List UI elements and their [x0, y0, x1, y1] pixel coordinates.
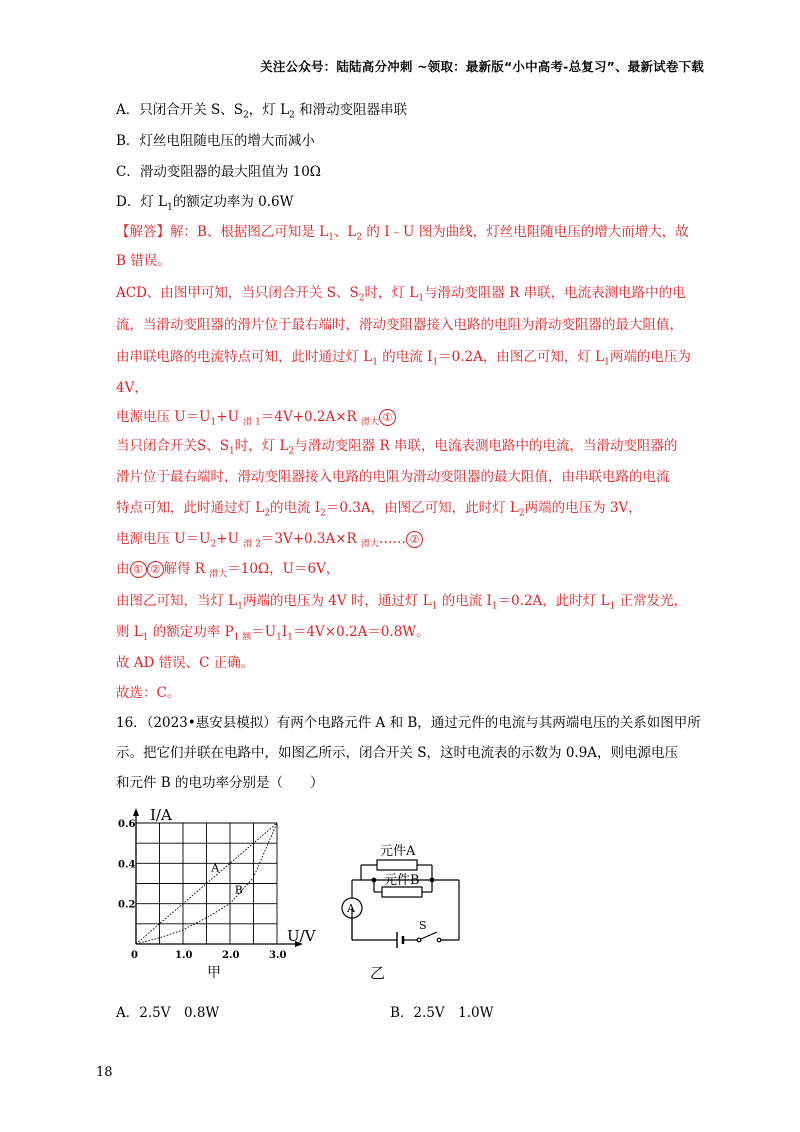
series-label-b: B [234, 883, 243, 897]
answer-line-11: 电源电压 $U=U_2+U$ $_{滑 2}$＝3V+0.3A×R $_{滑大}$…… ② [116, 527, 423, 550]
element-b-resistor [382, 887, 422, 897]
x-tick-label: 2.0 [222, 950, 240, 961]
junction-dot [372, 878, 376, 882]
circled-number-1: ① [130, 561, 147, 578]
question-16-line-3: 和元件 B 的电功率分别是（ ） [116, 775, 324, 791]
answer-line-10: 特点可知，此时通过灯 $L_2$的电流 $I_2=0.3A$，由图乙可知，此时灯 $L_2$两端的电压为 3V， [116, 500, 642, 519]
y-axis-arrow-icon [133, 808, 139, 816]
x-tick-label: 1.0 [175, 950, 193, 961]
element-b-label: 元件B [384, 873, 420, 888]
answer-line-4: 流，当滑动变阻器的滑片位于最右端时，滑动变阻器接入电路的电阻为滑动变阻器的最大阻值， [116, 317, 683, 333]
answer-line-1: 【解答】解：B、根据图乙可知是 $L_1$、$L_2$ 的 I﹣U 图为曲线，灯丝电阻随电压的增大而增大，故 [116, 224, 689, 243]
answer-line-15: 故 AD 错误、C 正确。 [116, 655, 255, 671]
y-tick-label: 0.2 [118, 899, 136, 911]
option-b: B．2.5V 1.0W [390, 1005, 494, 1021]
answer-line-13: 由图乙可知，当灯 $L_1$两端的电压为 4V 时，通过灯 $L_1$ 的电流 $I_1=0.2A$，此时灯 $L_1$ 正常发光， [116, 593, 688, 612]
circuit-caption: 乙 [370, 964, 386, 982]
switch-contact [437, 938, 441, 942]
question-16-line-2: 示。把它们并联在电路中，如图乙所示，闭合开关 S，这时电流表的示数为 0.9A，则电源电压 [116, 745, 679, 761]
ammeter-label: A [347, 902, 355, 915]
question-16-line-1: 16．（2023•惠安县模拟）有两个电路元件 A 和 B，通过元件的电流与其两端电压的关系如图甲所 [116, 715, 701, 731]
page-header: 关注公众号：陆陆高分冲刺 ~领取：最新版“小中高考-总复习”、最新试卷下载 [260, 59, 704, 74]
circled-number-2: ② [406, 531, 423, 548]
answer-line-12: 由 ① ② 解得 R $_{滑大}$＝10Ω，U＝6V， [116, 561, 340, 580]
page-number: 18 [96, 1065, 113, 1080]
figures [112, 800, 492, 985]
answer-line-16: 故选：C。 [116, 685, 181, 701]
circled-number-2: ② [147, 561, 164, 578]
y-axis-label: I/A [150, 806, 172, 824]
y-tick-label: 0.6 [118, 819, 136, 830]
answer-line-5: 由串联电路的电流特点可知，此时通过灯 $L_1$ 的电流 $I_1=0.2A$，由图乙可知，灯 $L_1$两端的电压为 [116, 349, 691, 368]
origin-label: 0 [131, 950, 138, 961]
option-a: A．2.5V 0.8W [116, 1005, 220, 1021]
junction-dot [430, 878, 434, 882]
element-a-label: 元件A [380, 844, 416, 859]
circled-number-1: ① [379, 409, 396, 426]
option-a-prev: A．只闭合开关 S、$S_2$，灯 $L_2$ 和滑动变阻器串联 [116, 102, 408, 121]
chart-ticks [118, 819, 286, 961]
element-a-resistor [377, 860, 417, 870]
answer-line-8: 当只闭合开关S、$S_1$时，灯 $L_2$与滑动变阻器 R 串联，电流表测电路中的电流，当滑动变阻器的 [116, 438, 678, 457]
option-b-prev: B．灯丝电阻随电压的增大而减小 [116, 133, 315, 149]
answer-line-2: B 错误。 [116, 253, 171, 269]
answer-line-9: 滑片位于最右端时，滑动变阻器接入电路的电阻为滑动变阻器的最大阻值，由串联电路的电流 [116, 469, 670, 485]
chart-jia [118, 806, 317, 981]
chart-caption: 甲 [207, 965, 221, 981]
switch-label: S [419, 919, 427, 932]
answer-line-3: ACD、由图甲可知，当只闭合开关 S、$S_2$时，灯 $L_1$与滑动变阻器 R 串联，电流表测电路中的电 [116, 285, 686, 304]
option-c-prev: C．滑动变阻器的最大阻值为 10Ω [116, 164, 321, 180]
x-tick-label: 3.0 [269, 950, 287, 961]
option-d-prev: D．灯 $L_1$的额定功率为 0.6W [116, 194, 294, 213]
series-label-a: A [211, 861, 220, 875]
x-axis-label: U/V [287, 927, 316, 945]
y-tick-label: 0.4 [118, 859, 136, 871]
answer-line-6: 4V， [116, 380, 148, 396]
answer-line-14: 则 $L_1$ 的额定功率 $P_{1 额}=U_1I_1=4V\times 0.2A=0.8W$。 [116, 624, 430, 643]
switch-contact [417, 938, 421, 942]
switch-icon [421, 932, 437, 939]
answer-line-7: 电源电压 $U=U_1+U$ $_{滑 1}$＝4V+0.2A×R $_{滑大}$ ① [116, 405, 396, 428]
